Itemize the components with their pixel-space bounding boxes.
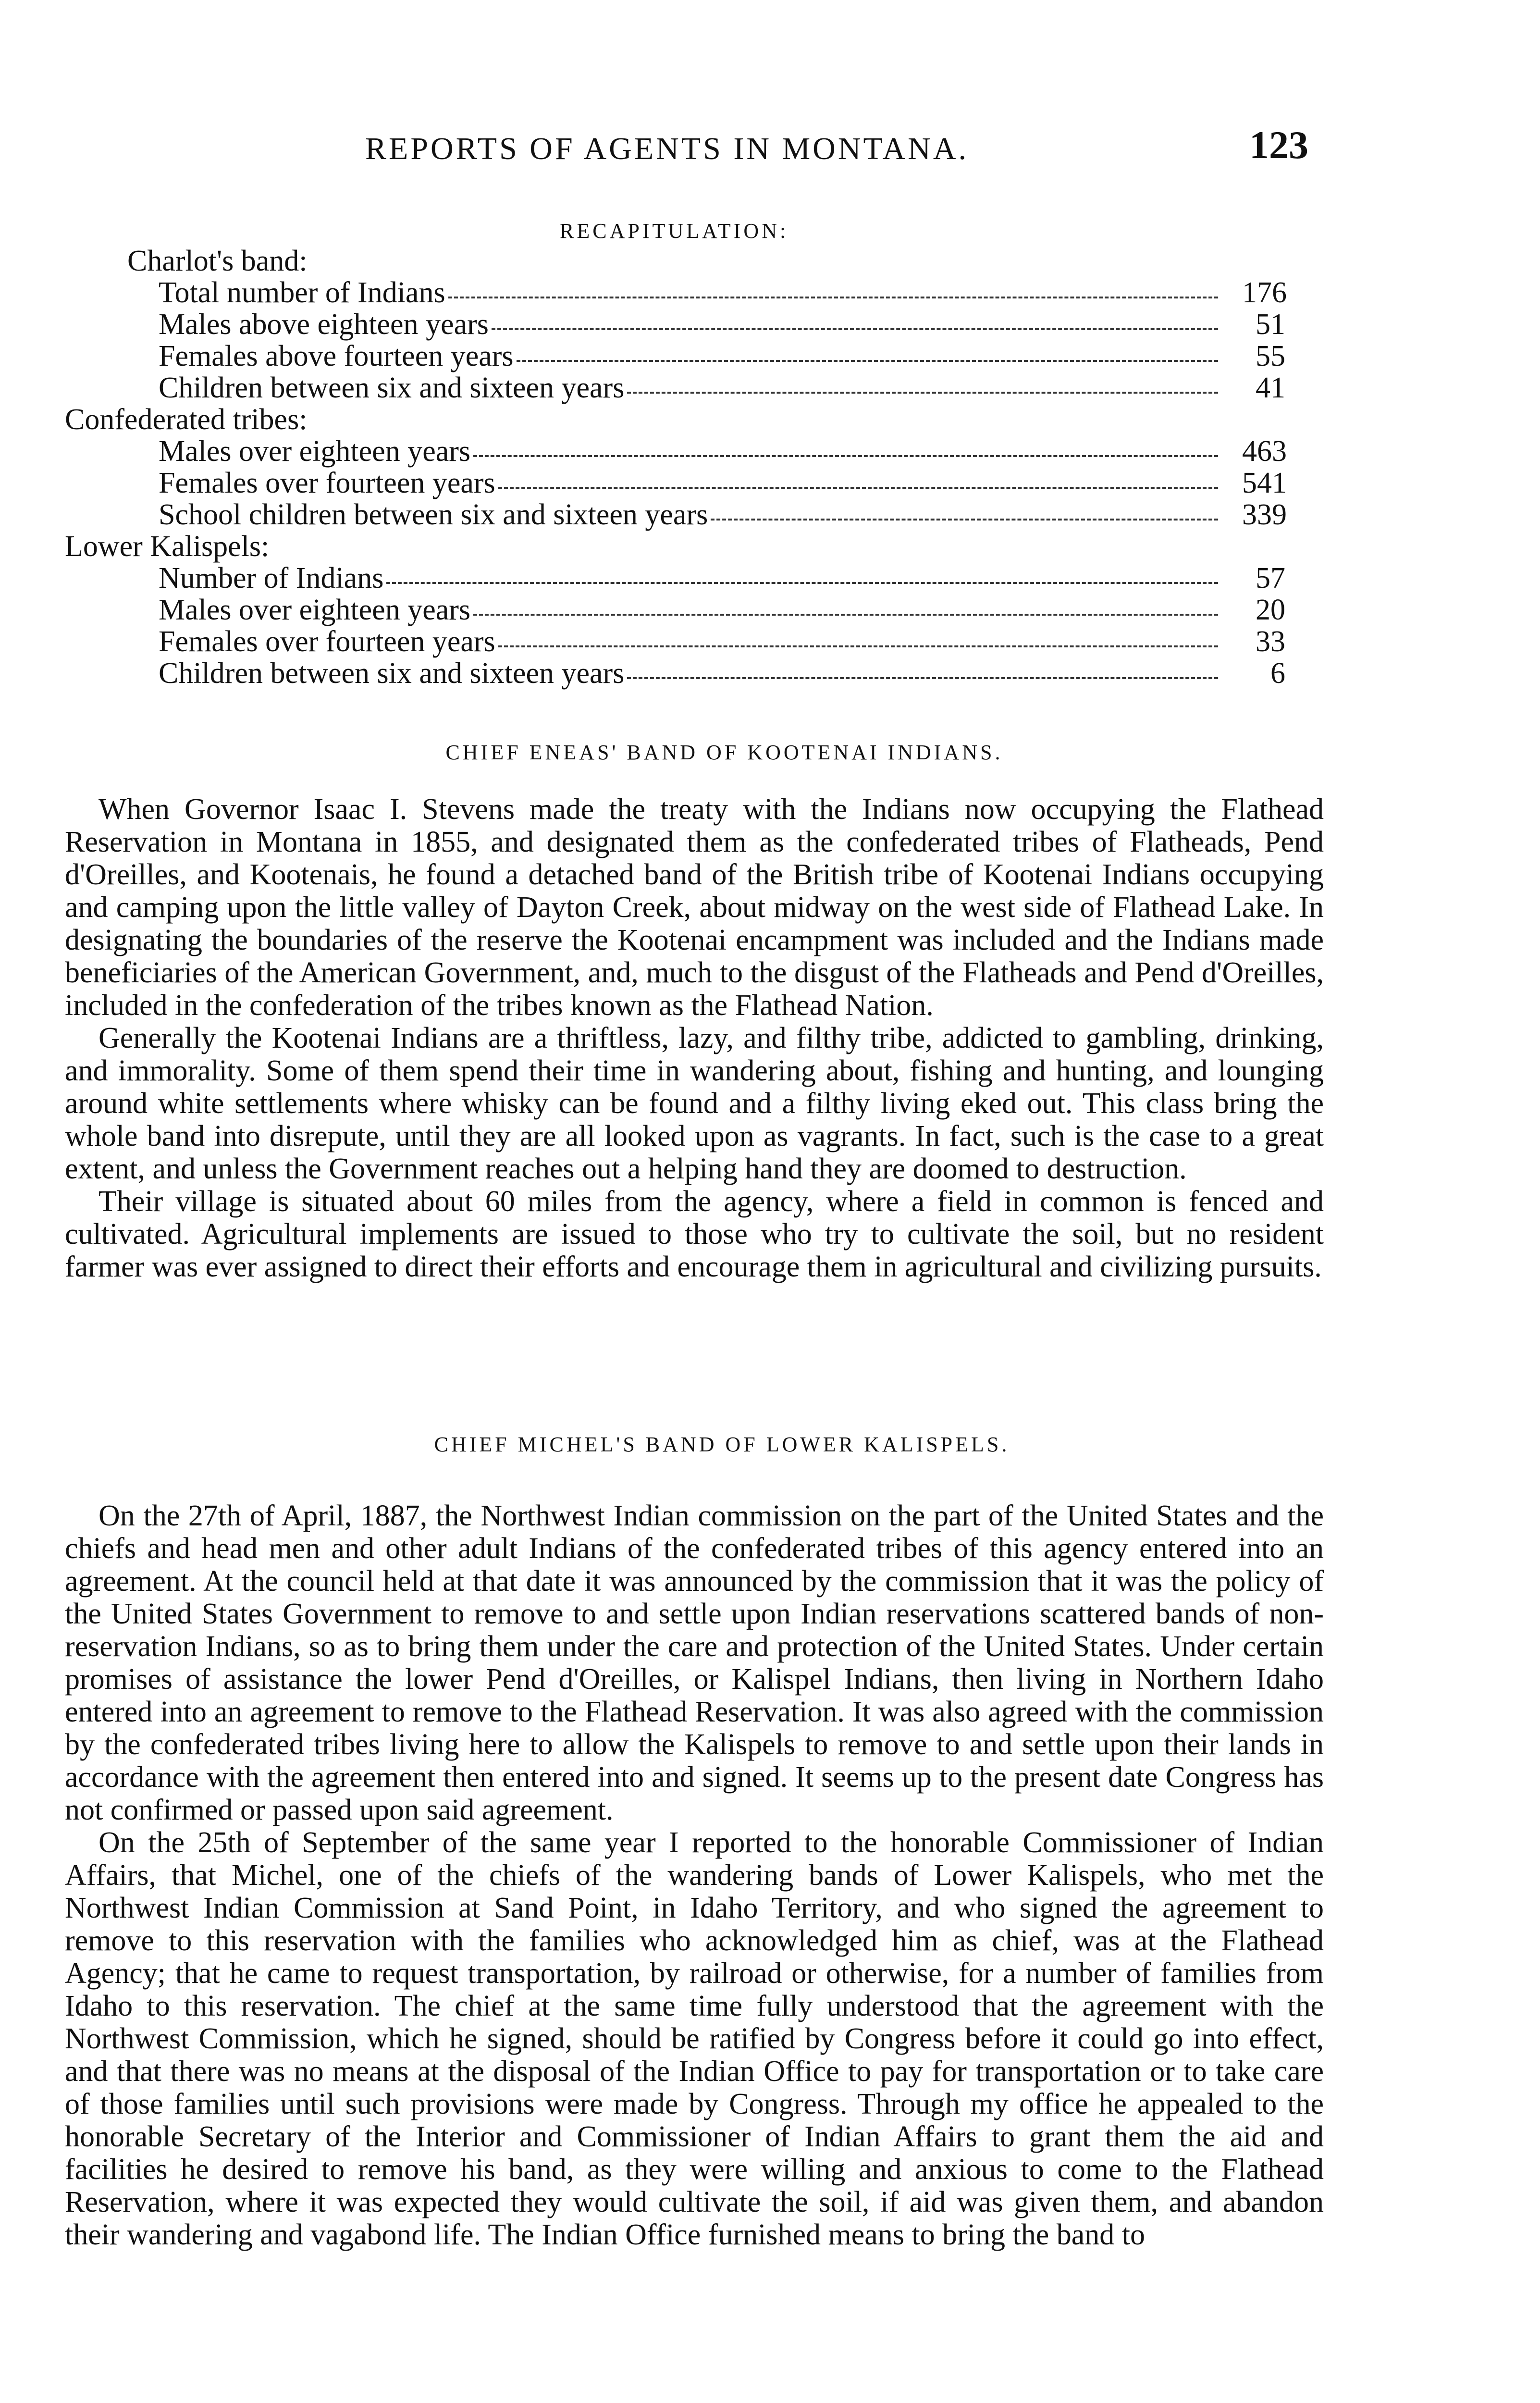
row-value: 6: [1270, 657, 1285, 690]
recapitulation-table: [65, 245, 1285, 689]
recap-row: [65, 594, 1285, 626]
row-value: 339: [1242, 498, 1287, 531]
paragraph: Generally the Kootenai Indians are a thriftless, lazy, and filthy tribe, addicted to gambling, drinking, and immorality. Some of them spend their time in wandering about, fishing and hunting, and lounging around white settlements where whisky can be found and a filthy living eked out. This class bring the whole band into disrepute, until they are all looked upon as vagrants. In fact, such is the case to a great extent, and unless the Government reaches out a helping hand they are doomed to destruction.: [65, 1022, 1324, 1185]
row-label: Females over fourteen years: [159, 467, 495, 499]
dot-leader: [517, 360, 1218, 362]
recap-row: [65, 467, 1285, 499]
recap-row: [65, 657, 1285, 689]
row-label: Females above fourteen years: [159, 340, 514, 372]
dot-leader: [492, 328, 1218, 330]
row-label: Females over fourteen years: [159, 625, 495, 658]
section-heading-kootenai: CHIEF ENEAS' BAND OF KOOTENAI INDIANS.: [445, 741, 1003, 764]
row-label: Number of Indians: [159, 562, 384, 595]
group-label-charlots-band: Charlot's band:: [127, 245, 308, 277]
dot-leader: [473, 455, 1218, 457]
dot-leader: [448, 297, 1218, 298]
recapitulation-heading: RECAPITULATION:: [560, 219, 789, 243]
running-title: REPORTS OF AGENTS IN MONTANA.: [365, 131, 969, 166]
dot-leader: [473, 614, 1218, 616]
recap-row: [65, 499, 1285, 531]
row-label: Children between six and sixteen years: [159, 372, 625, 404]
dot-leader: [627, 392, 1218, 394]
row-value: 55: [1256, 340, 1285, 372]
row-value: 463: [1242, 435, 1287, 468]
recap-row: [65, 277, 1285, 309]
row-label: Children between six and sixteen years: [159, 657, 625, 690]
paragraph: Their village is situated about 60 miles from the agency, where a field in common is fenced and cultivated. Agricultural implements are issued to those who try to cultivate the soil, but no resident farmer was ever assigned to direct their efforts and encourage them in agricultural and civilizing pursuits.: [65, 1185, 1324, 1283]
row-label: Total number of Indians: [159, 276, 445, 309]
group-label-lower-kalispels: Lower Kalispels:: [65, 530, 270, 563]
group-label-confederated-tribes: Confederated tribes:: [65, 403, 308, 436]
recap-row: [65, 562, 1285, 594]
row-label: School children between six and sixteen years: [159, 498, 708, 531]
row-label: Males above eighteen years: [159, 308, 489, 341]
dot-leader: [386, 582, 1218, 584]
recap-row: [65, 435, 1285, 467]
recap-row: [65, 340, 1285, 372]
section-body-kootenai: [65, 793, 1324, 1283]
row-value: 51: [1256, 308, 1285, 341]
row-value: 41: [1256, 372, 1285, 404]
row-value: 33: [1256, 625, 1285, 658]
paragraph: When Governor Isaac I. Stevens made the treaty with the Indians now occupying the Flathead Reservation in Montana in 1855, and designated them as the confederated tribes of Flatheads, Pend d'Oreilles, and Kootenais, he found a detached band of the British tribe of Kootenai Indians occupying and camping upon the little valley of Dayton Creek, about midway on the west side of Flathead Lake. In designating the boundaries of the reserve the Kootenai encampment was included and the Indians made beneficiaries of the American Government, and, much to the disgust of the Flatheads and Pend d'Oreilles, included in the confederation of the tribes known as the Flathead Nation.: [65, 793, 1324, 1022]
row-label: Males over eighteen years: [159, 594, 471, 626]
recap-row: [65, 626, 1285, 657]
dot-leader: [627, 677, 1218, 679]
section-heading-kalispels: CHIEF MICHEL'S BAND OF LOWER KALISPELS.: [434, 1433, 1010, 1456]
section-body-kalispels: [65, 1499, 1324, 2251]
row-value: 20: [1256, 594, 1285, 626]
dot-leader: [498, 487, 1218, 489]
row-value: 57: [1256, 562, 1285, 595]
page-number: 123: [1249, 123, 1308, 167]
row-label: Males over eighteen years: [159, 435, 471, 468]
row-value: 176: [1242, 276, 1287, 309]
paragraph: On the 27th of April, 1887, the Northwest Indian commission on the part of the United States and the chiefs and head men and other adult Indians of the confederated tribes of this agency entered into an agreement. At the council held at that date it was announced by the commission that it was the policy of the United States Government to remove to and settle upon Indian reservations scattered bands of non-reservation Indians, so as to bring them under the care and protection of the United States. Under certain promises of assistance the lower Pend d'Oreilles, or Kalispel Indians, then living in Northern Idaho entered into an agreement to remove to the Flathead Reservation. It was also agreed with the commission by the confederated tribes living here to allow the Kalispels to remove to and settle upon their lands in accordance with the agreement then entered into and signed. It seems up to the present date Congress has not confirmed or passed upon said agreement.: [65, 1499, 1324, 1826]
recap-row: [65, 372, 1285, 404]
recap-row: [65, 309, 1285, 340]
dot-leader: [498, 645, 1218, 647]
row-value: 541: [1242, 467, 1287, 499]
paragraph: On the 25th of September of the same year I reported to the honorable Commissioner of Indian Affairs, that Michel, one of the chiefs of the wandering bands of Lower Kalispels, who met the Northwest Indian Commission at Sand Point, in Idaho Territory, and who signed the agreement to remove to this reservation with the families who acknowledged him as chief, was at the Flathead Agency; that he came to request transportation, by railroad or otherwise, for a number of families from Idaho to this reservation. The chief at the same time fully understood that the agreement with the Northwest Commission, which he signed, should be ratified by Congress before it could go into effect, and that there was no means at the disposal of the Indian Office to pay for transportation or to take care of those families until such provisions were made by Congress. Through my office he appealed to the honorable Secretary of the Interior and Commissioner of Indian Affairs to grant them the aid and facilities he desired to remove his band, as they were willing and anxious to come to the Flathead Reservation, where it was expected they would cultivate the soil, if aid was given them, and abandon their wandering and vagabond life. The Indian Office furnished means to bring the band to: [65, 1826, 1324, 2251]
dot-leader: [711, 519, 1218, 520]
